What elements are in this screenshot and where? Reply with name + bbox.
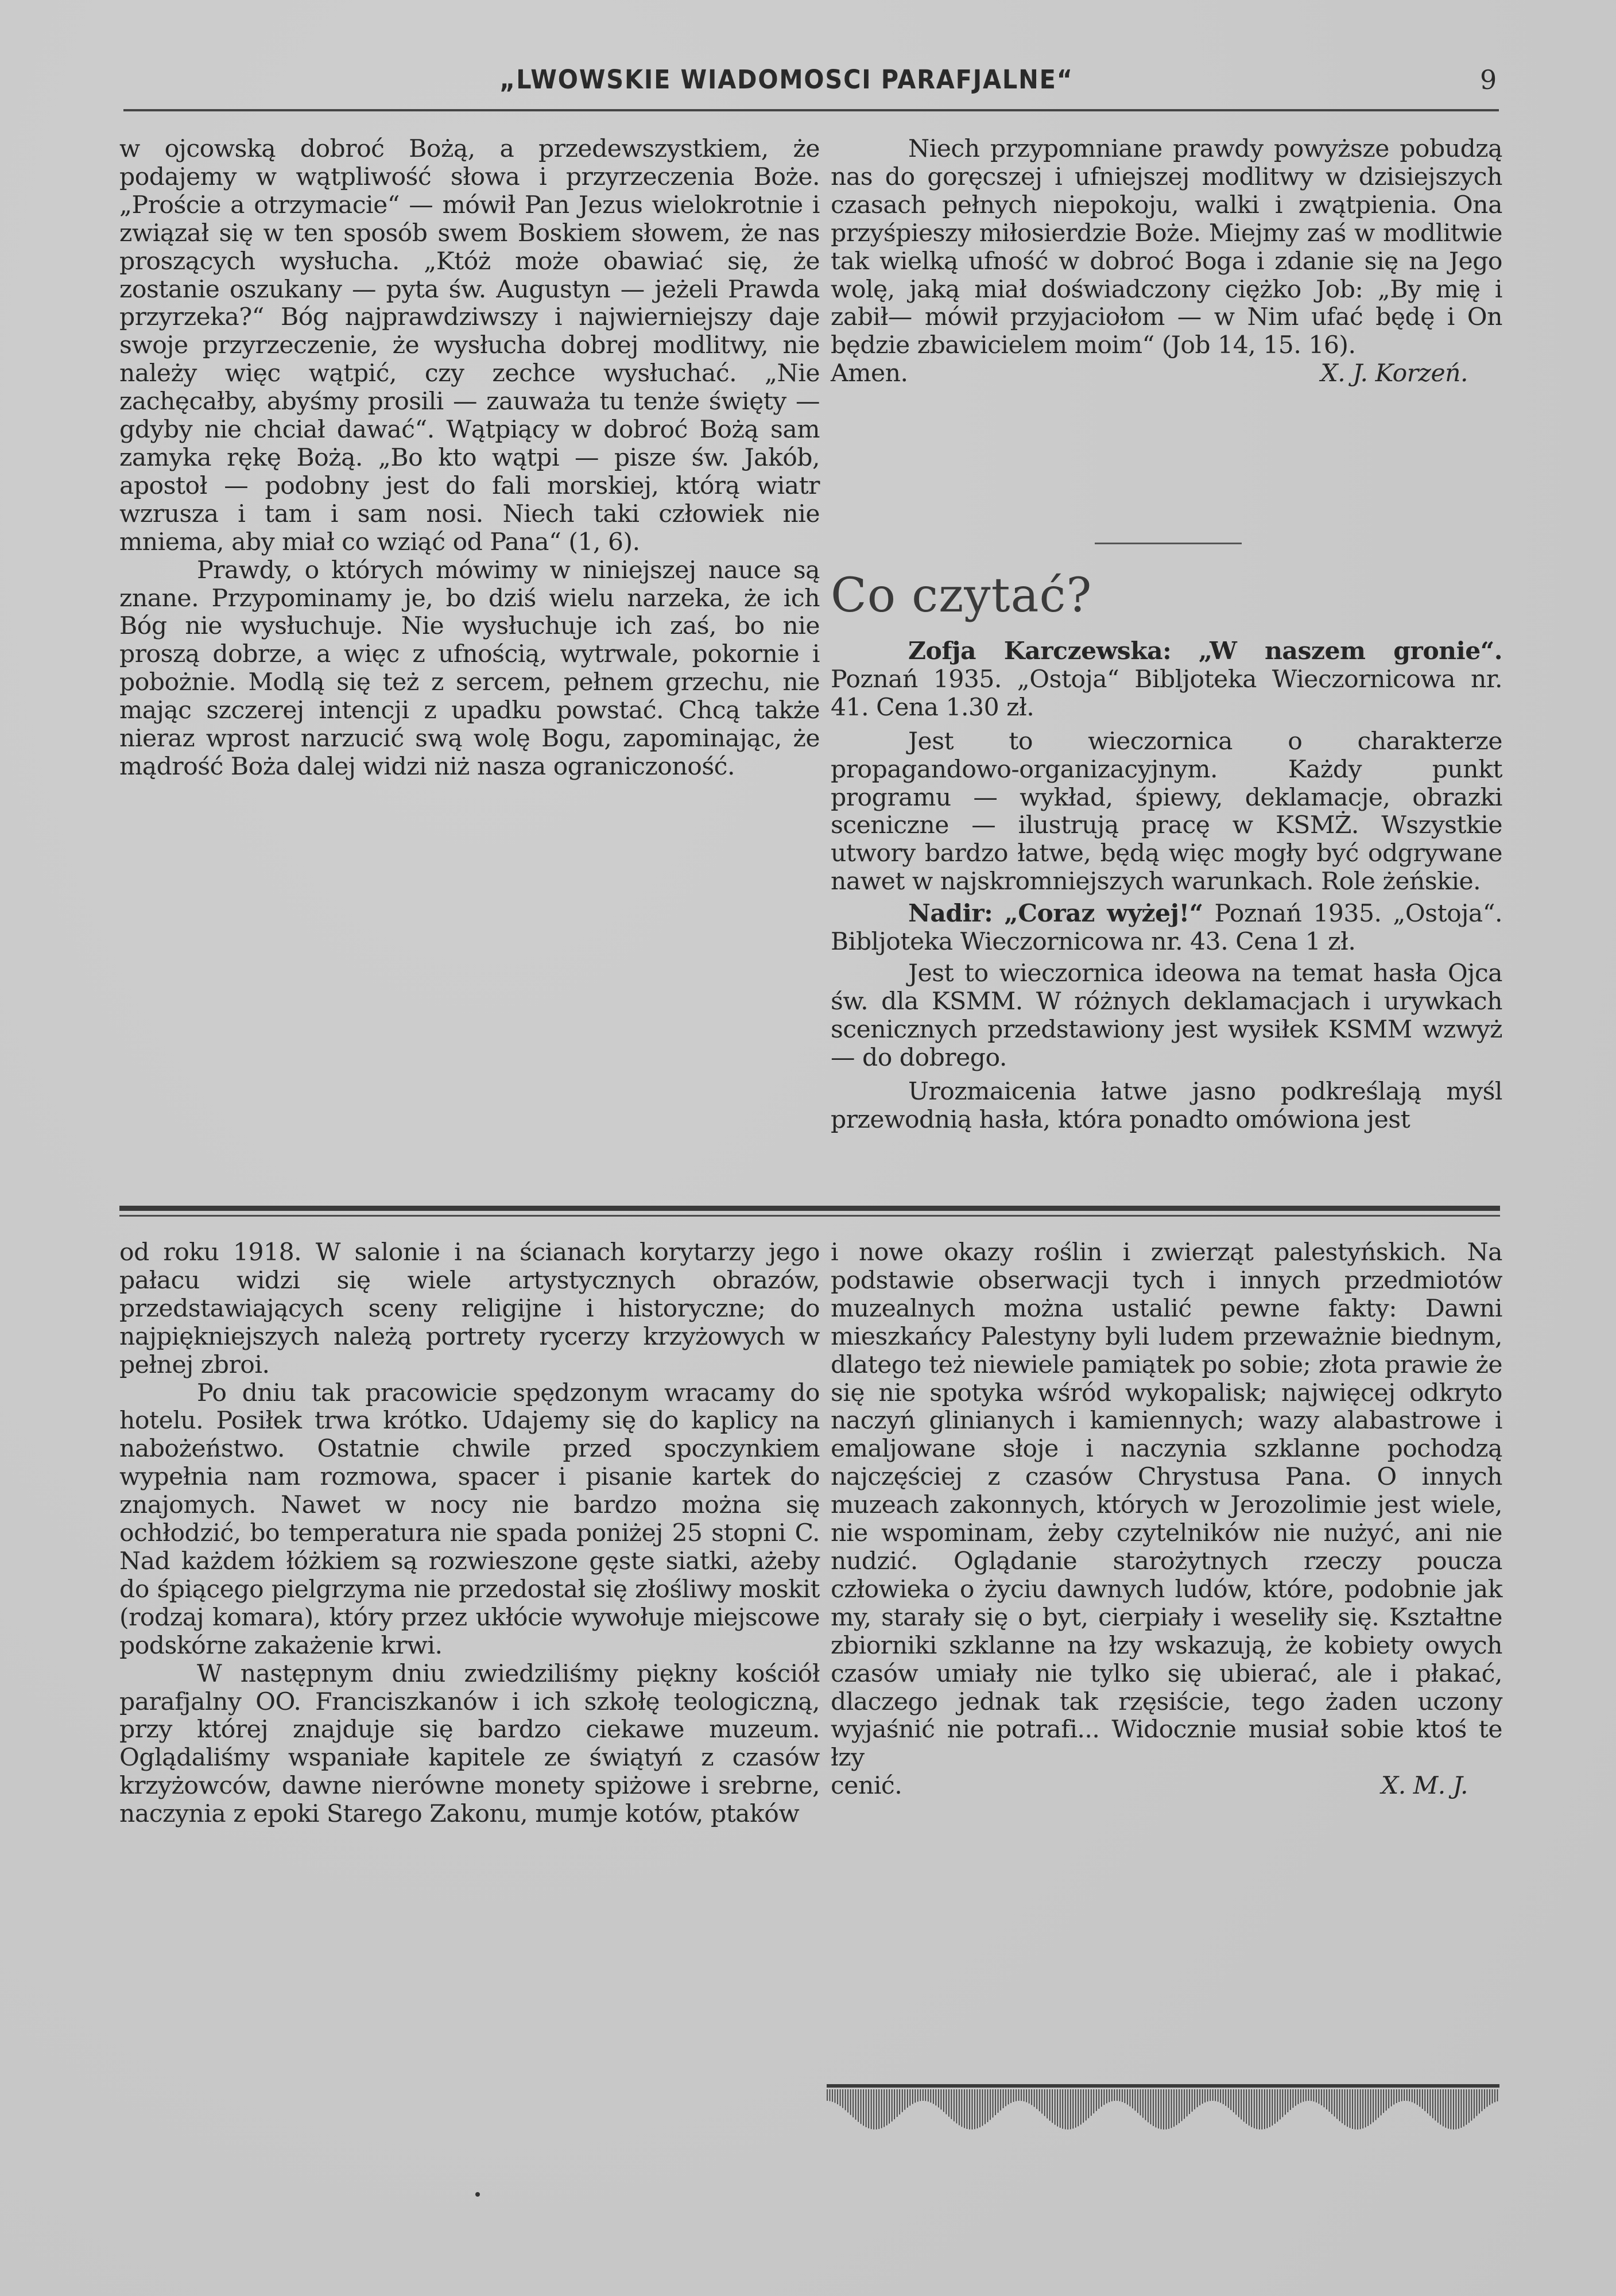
book-entry [831, 637, 1502, 722]
book-author: Nadir: [908, 899, 993, 928]
lower-left-column [119, 1239, 820, 1829]
closing-paragraph: Niech przypomniane prawdy powyższe pobudzą nas do goręcszej i ufniejszej modlitwy w dzisiejszych czasach pełnych niepokoju, walki i zwątpienia. Ona przyśpieszy miłosierdzie Boże. Miejmy zaś w modlitwie tak wielką ufność w dobroć Boga i zdanie się na Jego wolę, jaką miał doświadczony ciężko Job: „By mię i zabił— mówił przyjaciołom — w Nim ufać będę i On będzie zbawicielem moim“ (Job 14, 15. 16). [831, 135, 1502, 360]
ink-speck [475, 2192, 480, 2197]
book-author: Zofja Karczewska: [908, 637, 1172, 665]
header-rule [123, 109, 1499, 111]
book-description: Jest to wieczornica o charakterze propagandowo-organizacyjnym. Każdy punkt programu — wykład, śpiewy, deklamacje, obrazki sceniczne — ilustrują pracę w KSMŻ. Wszystkie utwory bardzo łatwe, będą więc mogły być odgrywane nawet w najskromniejszych warunkach. Role żeńskie. [831, 727, 1502, 896]
ornament-top-bar [827, 2084, 1499, 2088]
paragraph: Prawdy, o których mówimy w niniejszej nauce są znane. Przypominamy je, bo dziś wielu narzeka, że ich Bóg nie wysłuchuje. Nie wysłuchuje ich zaś, bo nie proszą dobrze, a więc z ufnością, wytrwale, pokornie i pobożnie. Modlą się też z sercem, pełnem grzechu, nie mając szczerej intencji z upadku powstać. Chcą także nieraz wprost narzucić swą wolę Bogu, zapominając, że mądrość Boża dalej widzi niż nasza ograniczoność. [119, 556, 820, 781]
book-recommendations [831, 637, 1502, 1134]
page-number: 9 [1480, 64, 1497, 95]
paragraph: W następnym dniu zwiedziliśmy piękny kościół parafjalny OO. Franciszkanów i ich szkołę teologiczną, przy której znajduje się bardzo ciekawe muzeum. Oglądaliśmy wspaniałe kapitele ze świątyń z czasów krzyżowców, dawne nierówne monety spiżowe i srebrne, naczynia z epoki Starego Zakonu, mumje kotów, ptaków [119, 1659, 820, 1829]
closing-line [831, 360, 1502, 388]
upper-right-column [831, 135, 1502, 388]
running-header [0, 64, 1616, 104]
section-heading: Co czytać? [831, 568, 1092, 623]
closing-word: cenić. [831, 1772, 902, 1801]
paragraph: w ojcowską dobroć Bożą, a przedewszystkiem, że podajemy w wątpliwość słowa i przyrzeczenia Boże. „Proście a otrzymacie“ — mówił Pan Jezus wielokrotnie i związał się w ten sposób swem Boskiem słowem, że nas proszących wysłucha. „Któż może obawiać się, że zostanie oszukany — pyta św. Augustyn — jeżeli Prawda przyrzeka?“ Bóg najprawdziwszy i najwierniejszy daje swoje przyrzeczenie, że wysłucha dobrej modlitwy, nie należy więc wątpić, czy zechce wysłuchać. „Nie zachęcałby, abyśmy prosili — zauważa tu tenże święty — gdyby nie chciał dawać“. Wątpiący w dobroć Bożą sam zamyka rękę Bożą. „Bo kto wątpi — pisze św. Jakób, apostoł — podobny jest do fali morskiej, którą wiatr wzrusza i tam i sam nosi. Niech taki człowiek nie mniema, aby miał co wziąć od Pana“ (1, 6). [119, 135, 820, 556]
section-divider-thin [119, 1215, 1500, 1217]
lower-right-column [831, 1239, 1502, 1801]
paragraph: Po dniu tak pracowicie spędzonym wracamy do hotelu. Posiłek trwa krótko. Udajemy się do kaplicy na nabożeństwo. Ostatnie chwile przed spoczynkiem wypełnia nam rozmowa, spacer i pisanie kartek do znajomych. Nawet w nocy nie bardzo można się ochłodzić, bo temperatura nie spada poniżej 25 stopni C. Nad każdem łóżkiem są rozwieszone gęste siatki, ażeby do śpiącego pielgrzyma nie przedostał się złośliwy moskit (rodzaj komara), który przez ukłócie wywołuje miejscowe podskórne zakażenie krwi. [119, 1379, 820, 1660]
book-title: „Coraz wyżej!“ [1004, 899, 1203, 928]
section-separator-rule [1095, 543, 1242, 544]
book-details: Poznań 1935. „Ostoja“ Bibljoteka Wieczornicowa nr. 41. Cena 1.30 zł. [831, 665, 1502, 722]
author-signature: X. M. J. [1381, 1772, 1468, 1801]
scalloped-fringe-ornament [827, 2084, 1499, 2130]
publication-title: „LWOWSKIE WIADOMOSCI PARAFJALNE“ [499, 64, 1074, 95]
book-entry [831, 900, 1502, 957]
book-description: Jest to wieczornica ideowa na temat hasła Ojca św. dla KSMM. W różnych deklamacjach i urywkach scenicznych przedstawiony jest wysiłek KSMM wzwyż — do dobrego. [831, 959, 1502, 1072]
closing-line [831, 1772, 1502, 1801]
paragraph: od roku 1918. W salonie i na ścianach korytarzy jego pałacu widzi się wiele artystycznych obrazów, przedstawiających sceny religijne i historyczne; do najpiękniejszych należą portrety rycerzy krzyżowych w pełnej zbroi. [119, 1238, 820, 1379]
book-details: Poznań 1935. „Ostoja“. Bibljoteka Wieczornicowa nr. 43. Cena 1 zł. [831, 900, 1502, 957]
section-divider-thick [119, 1206, 1500, 1211]
book-title: „W naszem gronie“. [1198, 637, 1502, 665]
ornament-graphic [827, 2084, 1499, 2130]
paragraph: i nowe okazy roślin i zwierząt palestyńskich. Na podstawie obserwacji tych i innych przedmiotów muzealnych można ustalić pewne fakty: Dawni mieszkańcy Palestyny byli ludem przeważnie biednym, dlatego też niewiele pamiątek po sobie; złota prawie że się nie spotyka wśród wykopalisk; najwięcej odkryto naczyń glinianych i kamiennych; wazy alabastrowe i emaljowane słoje i naczynia szklanne pochodzą najczęściej z czasów Chrystusa Pana. O innych muzeach zakonnych, których w Jerozolimie jest wiele, nie wspominam, żeby czytelników nie nużyć, ani nie nudzić. Oglądanie starożytnych rzeczy poucza człowieka o życiu dawnych ludów, które, podobnie jak my, starały się o byt, cierpiały i weseliły się. Kształtne zbiorniki szklanne na łzy wskazują, że kobiety owych czasów umiały nie tylko się ubierać, ale i płakać, dlaczego jednak tak rzęsiście, tego żaden uczony wyjaśnić nie potrafi... Widocznie musiał sobie ktoś te łzy [831, 1238, 1502, 1772]
book-description: Urozmaicenia łatwe jasno podkreślają myśl przewodnią hasła, która ponadto omówiona jest [831, 1077, 1502, 1134]
closing-word: Amen. [831, 359, 908, 388]
author-signature: X. J. Korzeń. [1320, 359, 1468, 388]
upper-left-column [119, 135, 820, 781]
